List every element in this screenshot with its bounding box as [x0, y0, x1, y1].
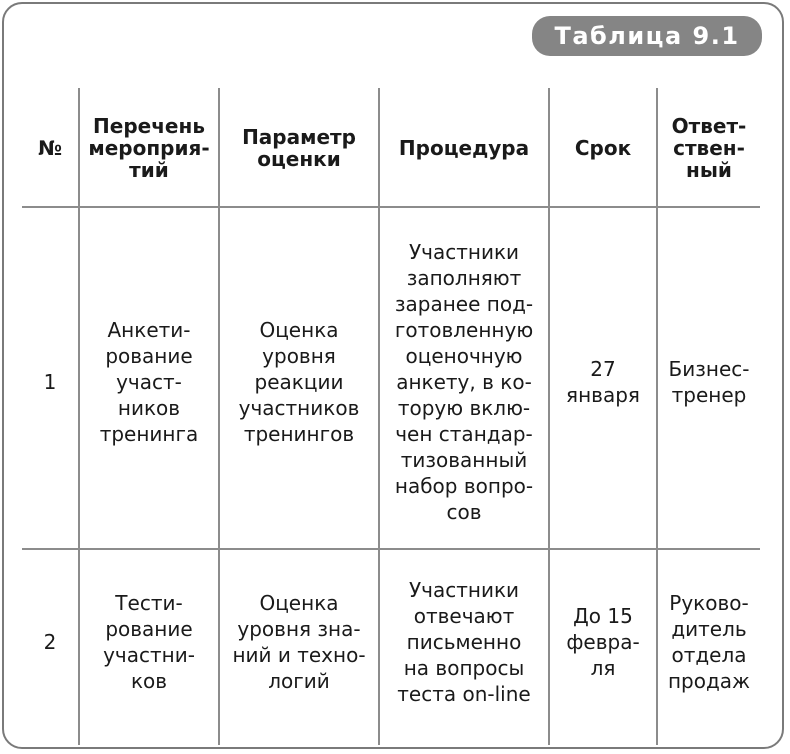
- row2-deadline: До 15 февра- ля: [566, 604, 640, 680]
- row1-events: Анкети- рование участ- ников тренинга: [99, 318, 199, 446]
- row-divider: [22, 206, 760, 208]
- row1-deadline: 27 января: [566, 357, 640, 407]
- header-number: №: [37, 136, 63, 160]
- table-label: Таблица 9.1: [532, 16, 762, 56]
- row2-number: 2: [43, 630, 57, 654]
- header-responsible: Ответ- ствен- ный: [671, 114, 747, 182]
- row1-procedure: Участники заполняют заранее под- готовленную оценочную анкету, в ко- торую вклю- чен стандар- тизованный набор вопро- сов: [394, 240, 534, 524]
- row2-procedure: Участники отвечают письменно на вопросы теста on-line: [397, 578, 531, 706]
- header-procedure: Процедура: [398, 136, 530, 160]
- row-divider: [22, 548, 760, 550]
- header-parameter: Параметр оценки: [242, 125, 356, 171]
- row1-parameter: Оценка уровня реакции участников тренингов: [238, 318, 360, 446]
- row2-events: Тести- рование участни- ков: [103, 591, 195, 693]
- header-deadline: Срок: [574, 136, 632, 160]
- row1-number: 1: [43, 370, 57, 394]
- row2-responsible: Руково- дитель отдела продаж: [667, 591, 751, 693]
- header-events: Перечень мероприя- тий: [88, 114, 210, 182]
- row1-responsible: Бизнес- тренер: [668, 357, 750, 407]
- row2-parameter: Оценка уровня зна- ний и техно- логий: [232, 591, 366, 693]
